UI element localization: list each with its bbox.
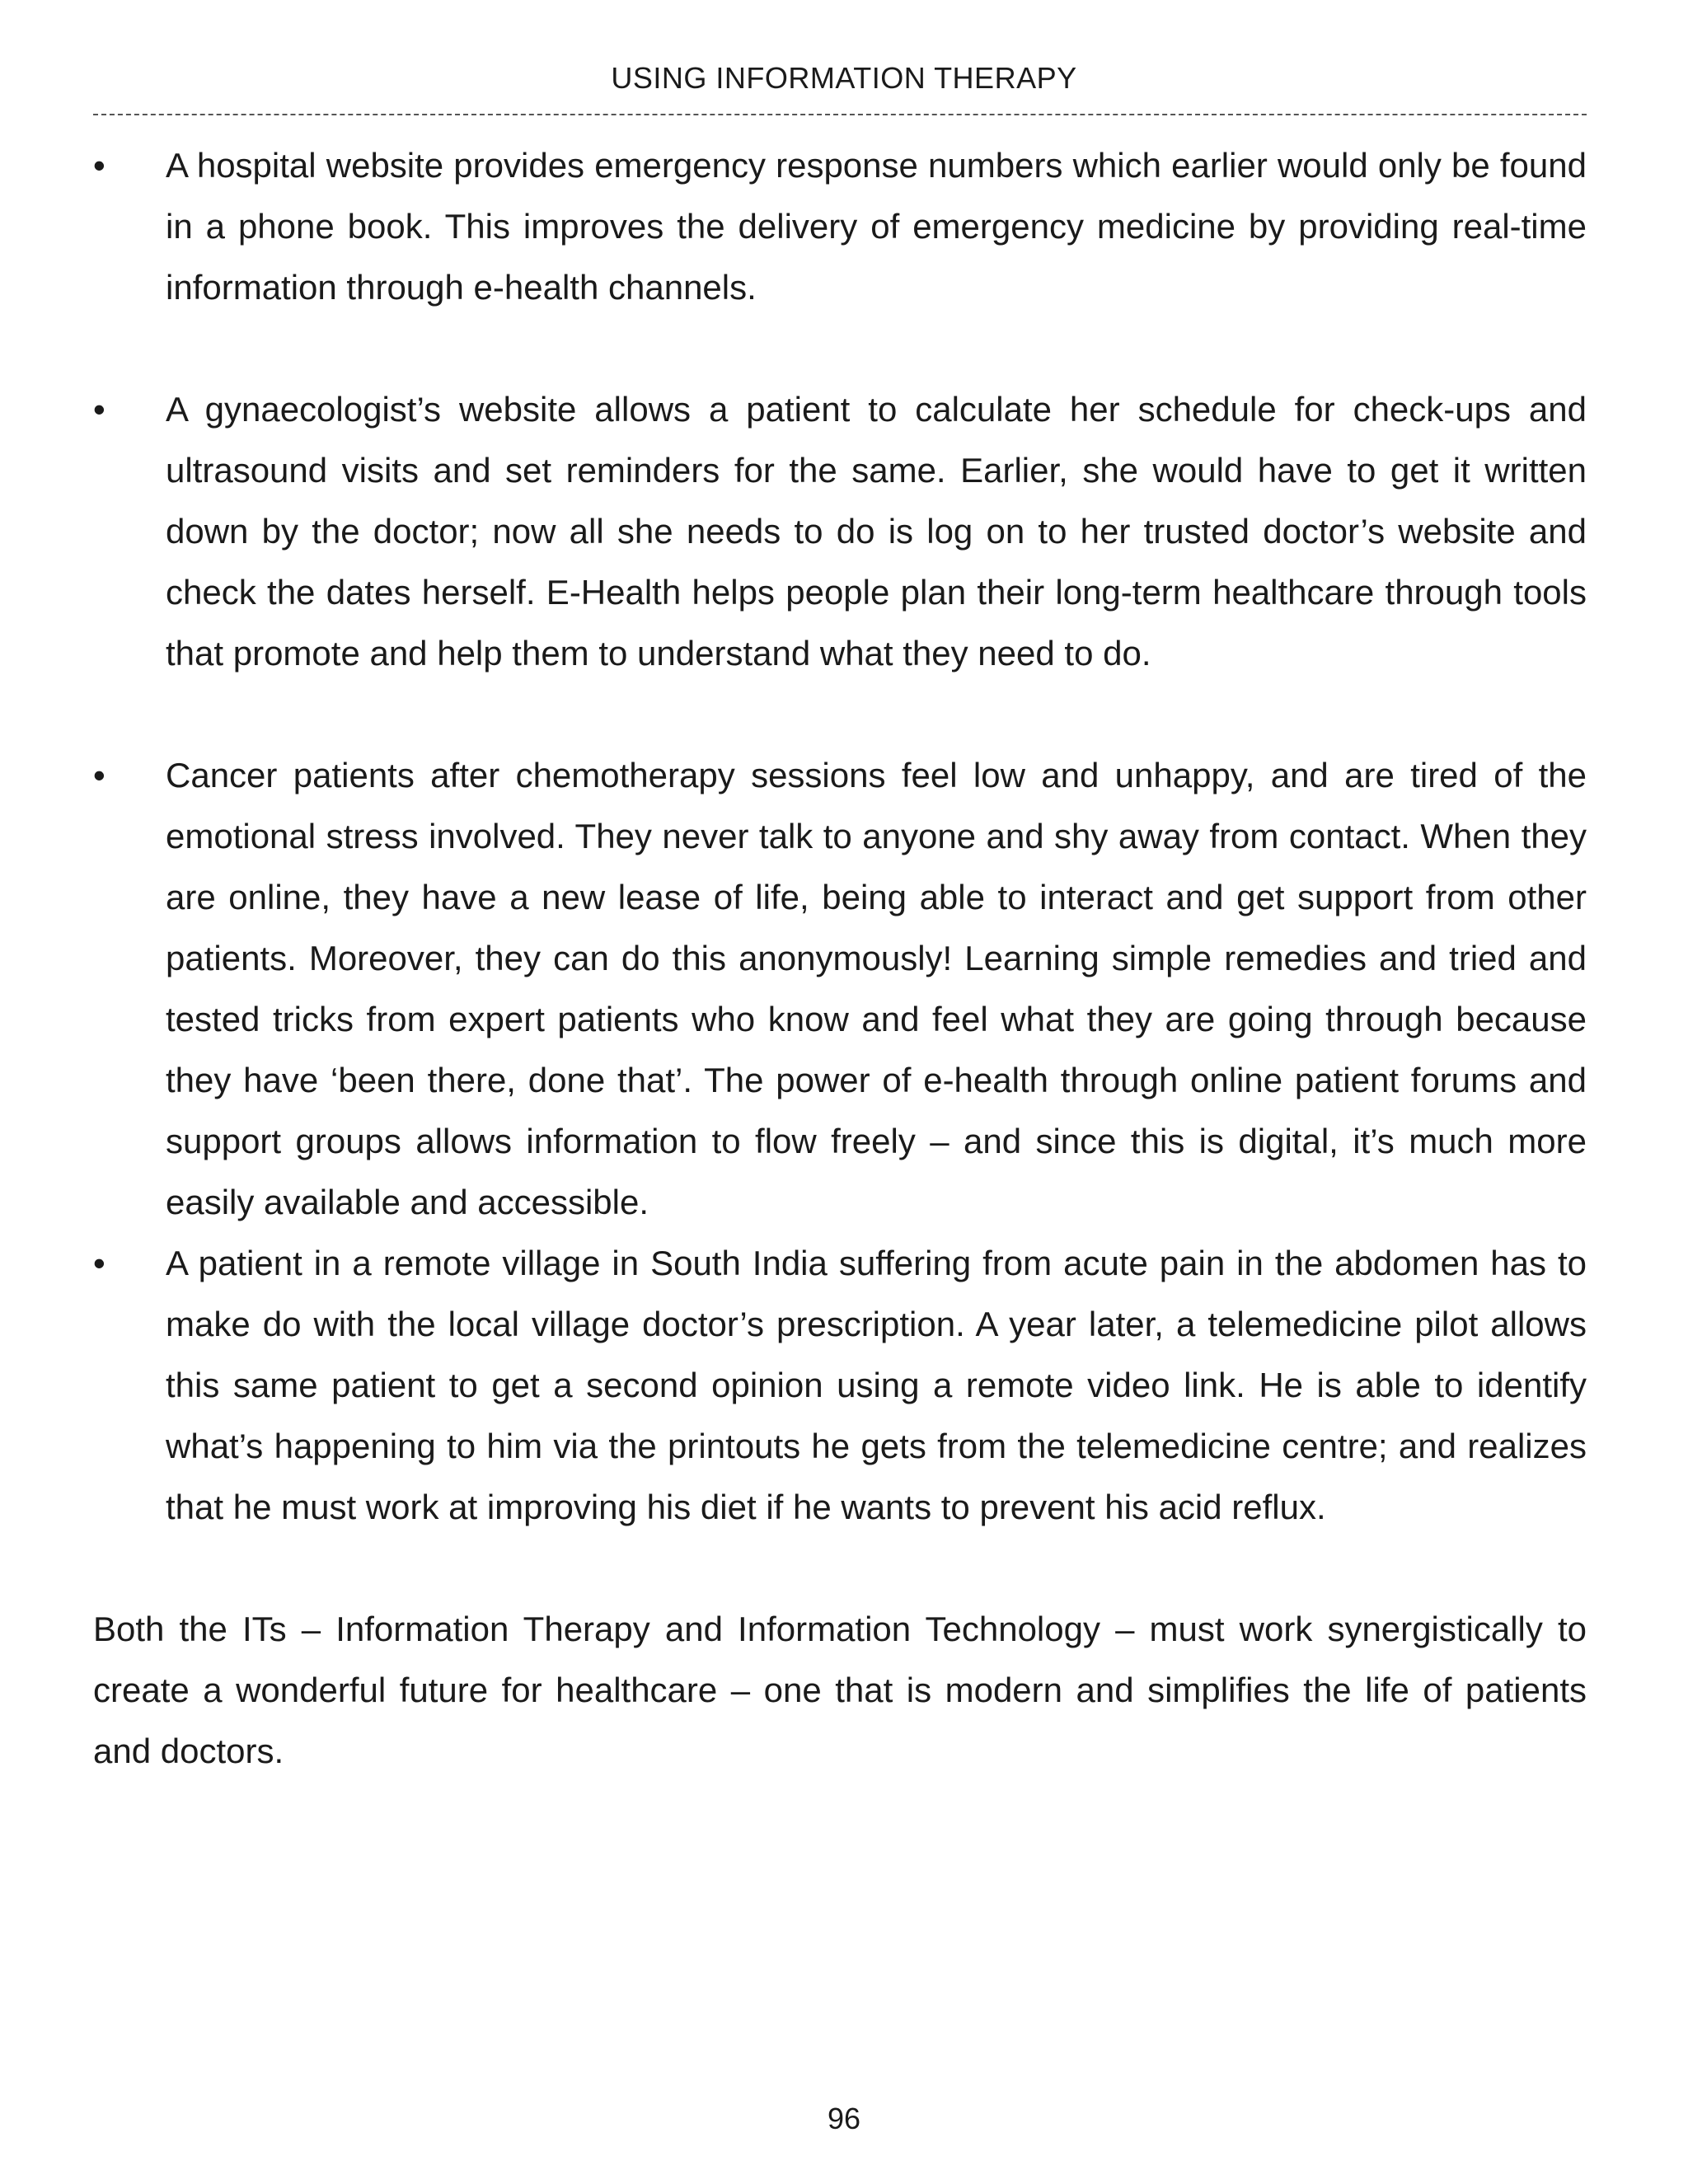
bullet-text: A patient in a remote village in South India suffering from acute pain in the abdomen has to make do with the local village doctor’s prescription. A year later, a telemedicine pilot allows this same patient to get a second opinion using a remote video link. He is able to identify what’s happening to him via the printouts he gets from the telemedicine centre; and realizes that he must work at improving his diet if he wants to prevent his acid reflux. [166, 1244, 1587, 1526]
bullet-text: Cancer patients after chemotherapy sessions feel low and unhappy, and are tired of the emotional stress involved. They never talk to anyone and shy away from contact. When they are online, they have a new lease of life, being able to interact and get support from other patients. Moreover, they can do this anonymously! Learning simple remedies and tried and tested tricks from expert patients who know and feel what they are going through because they have ‘been there, done that’. The power of e-health through online patient forums and support groups allows information to flow freely – and since this is digital, it’s much more easily available and accessible. [166, 756, 1587, 1221]
bullet-marker: • [93, 390, 106, 429]
bullet-marker: • [93, 756, 106, 794]
bullet-text: A gynaecologist’s website allows a patient to calculate her schedule for check-ups and ultrasound visits and set reminders for the same. Earlier, she would have to get it written down by the doctor; now all she needs to do is log on to her trusted doctor’s website and check the dates herself. E-Health helps people plan their long-term healthcare through tools that promote and help them to understand what they need to do. [166, 390, 1587, 673]
bullet-item-hospital-website [93, 135, 1587, 318]
page-body [93, 135, 1587, 1782]
header-divider [93, 114, 1587, 115]
bullet-item-cancer-patients [93, 745, 1587, 1233]
page-number: 96 [827, 2102, 861, 2135]
bullet-text: A hospital website provides emergency response numbers which earlier would only be found in a phone book. This improves the delivery of emergency medicine by providing real-time information through e-health channels. [166, 146, 1587, 307]
bullet-marker: • [93, 1244, 106, 1282]
running-header: USING INFORMATION THERAPY [611, 61, 1077, 95]
bullet-marker: • [93, 146, 106, 185]
bullet-list [93, 135, 1587, 1538]
bullet-item-remote-village [93, 1233, 1587, 1538]
closing-paragraph: Both the ITs – Information Therapy and Information Technology – must work synergistically to create a wonderful future for healthcare – one that is modern and simplifies the life of patients and doctors. [93, 1610, 1587, 1770]
bullet-item-gynaecologist-website [93, 379, 1587, 684]
